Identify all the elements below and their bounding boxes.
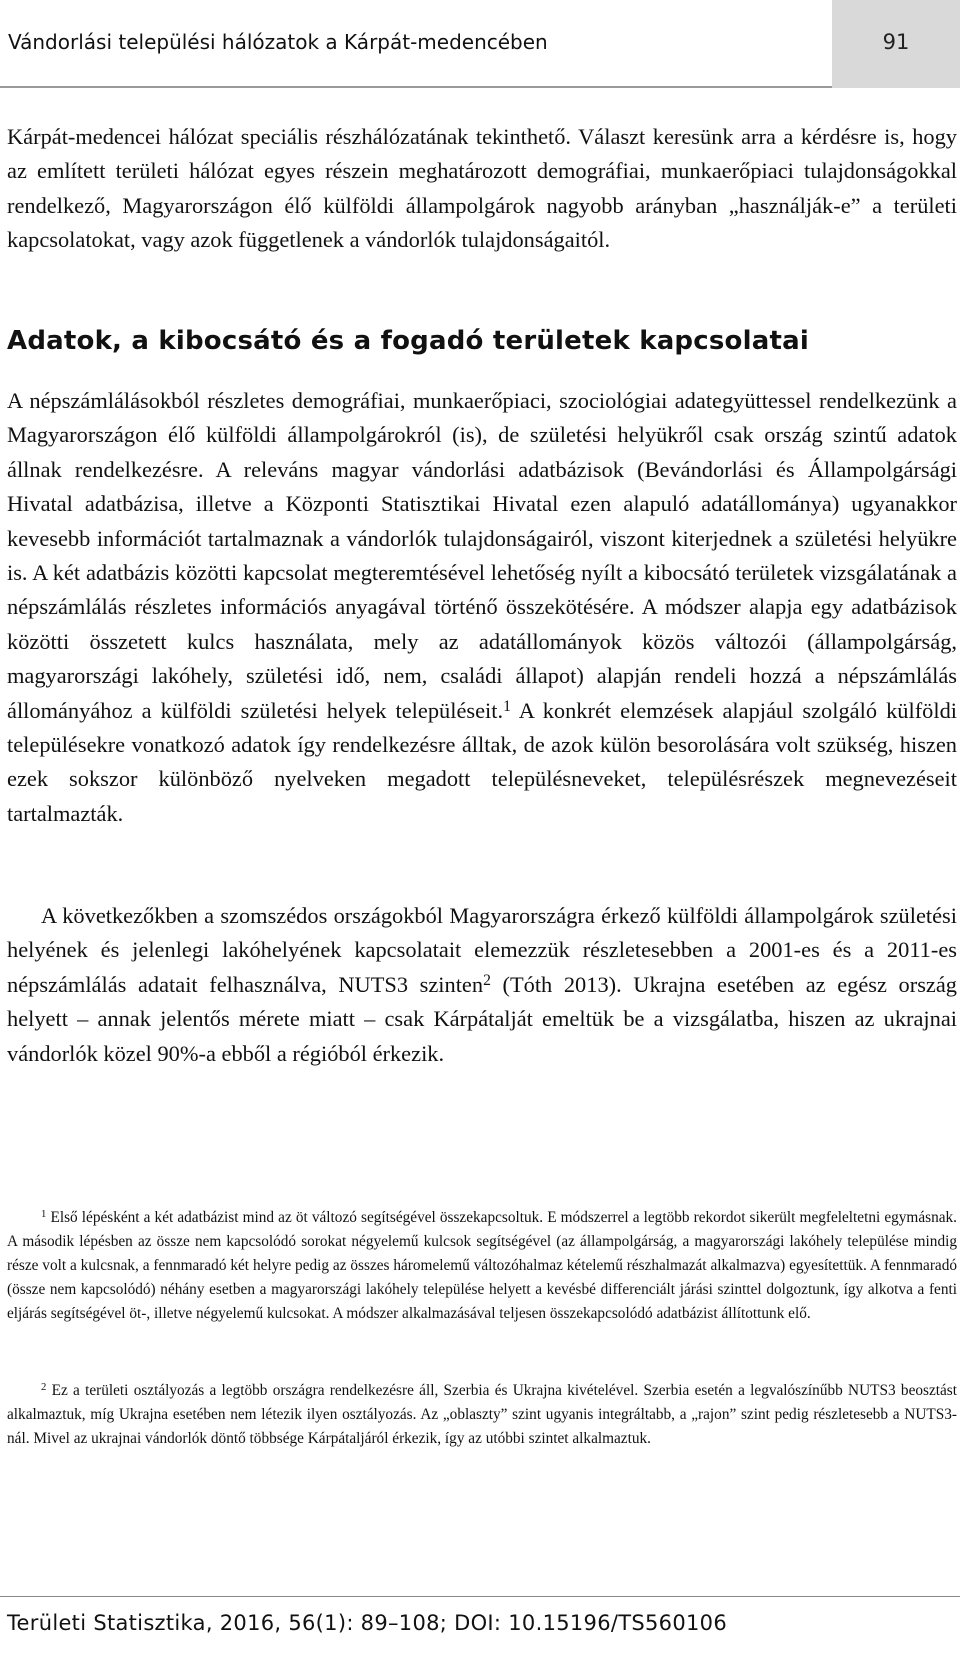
- running-head-title: Vándorlási települési hálózatok a Kárpát-medencében: [8, 30, 548, 54]
- paragraph-analysis: [7, 899, 957, 1071]
- footnote-text: Első lépésként a két adatbázist mind az öt változó segítségével összekapcsoltuk. E módszerrel a legtöbb rekordot sikerült megfeleltetni egymásnak. A második lépésben az össze nem kapcsolódó sorokat négyelemű kulcsok segítségével (az állampolgárság, a magyarországi lakóhely települése mindig része volt a kulcsnak, a fennmaradó két helyre pedig az összes háromelemű változóhalmaz kételemű részhalmazát alkalmazva) egyesítettük. A fennmaradó (össze nem kapcsolódó) néhány esetben a magyarországi lakóhely települése helyett a kevésbé differenciált járási szinttel dolgoztunk, így alkotva a fenti eljárás segítségével öt-, illetve négyelemű kulcsokat. A módszer alkalmazásával teljesen összekapcsolódó adatbázist állítottunk elő.: [7, 1209, 957, 1322]
- footer-rule: [0, 1596, 960, 1597]
- journal-citation: Területi Statisztika, 2016, 56(1): 89–108; DOI: 10.15196/TS560106: [7, 1611, 727, 1635]
- header-rule: [0, 86, 832, 88]
- footnote-1: [7, 1206, 957, 1326]
- footnote-text: Ez a területi osztályozás a legtöbb országra rendelkezésre áll, Szerbia és Ukrajna kivételével. Szerbia esetén a legvalószínűbb NUTS3 beosztást alkalmaztuk, míg Ukrajna esetében nem létezik ilyen osztályozás. Az „oblaszty” szint ugyanis integráltabb, a „rajon” szint pedig részletesebb a NUTS3-nál. Mivel az ukrajnai vándorlók döntő többsége Kárpátaljáról érkezik, így az utóbbi szintet alkalmaztuk.: [7, 1382, 957, 1447]
- paragraph-intro: Kárpát-medencei hálózat speciális részhálózatának tekinthető. Választ keresünk arra a kérdésre is, hogy az említett területi hálózat egyes részein meghatározott demográfiai, munkaerőpiaci tulajdonságokkal rendelkező, Magyarországon élő külföldi állampolgárok nagyobb arányban „használják-e” a területi kapcsolatokat, vagy azok függetlenek a vándorlók tulajdonságaitól.: [7, 124, 957, 253]
- paragraph-text: A következőkben a szomszédos országokból Magyarországra érkező külföldi állampolgárok születési helyének és jelenlegi lakóhelyének kapcsolatait elemezzük részletesebben a 2001-es és a 2011-es népszámlálás adatait felhasználva, NUTS3 szinten: [7, 903, 957, 997]
- paragraph-text: A konkrét elemzések alapjául szolgáló külföldi településekre vonatkozó adatok így rendelkezésre álltak, de azok külön besorolására volt szükség, hiszen ezek sokszor különböző nyelveken megadott településneveket, településrészek megnevezéseit tartalmazták.: [7, 697, 957, 826]
- page-number: 91: [882, 30, 910, 54]
- footnote-marker: 2: [41, 1381, 47, 1394]
- paragraph-data-sources: [7, 384, 957, 831]
- page-number-box: [832, 0, 960, 88]
- paragraph-text: A népszámlálásokból részletes demográfiai, munkaerőpiaci, szociológiai adategyüttessel rendelkezünk a Magyarországon élő külföldi állampolgárokról (is), de születési helyükről csak ország szintű adatok állnak rendelkezésre. A releváns magyar vándorlási adatbázisok (Bevándorlási és Állampolgársági Hivatal adatbázisa, illetve a Központi Statisztikai Hivatal ezen alapuló adatállománya) ugyanakkor kevesebb információt tartalmaznak a vándorlók tulajdonságairól, viszont kiterjednek a születési helyükre is. A két adatbázis közötti kapcsolat megteremtésével lehetőség nyílt a kibocsátó területek vizsgálatának a népszámlálás részletes információs anyagával történő összekötésére. A módszer alapja egy adatbázisok közötti összetett kulcs használata, mely az adatállományok közös változói (állampolgárság, magyarországi lakóhely, születési idő, nem, családi állapot) alapján rendeli hozzá a népszámlálás állományához a külföldi születési helyek településeit.: [7, 388, 957, 723]
- footnote-reference-2: 2: [483, 971, 491, 989]
- paragraph-text: (Tóth 2013). Ukrajna esetében az egész ország helyett – annak jelentős mérete miatt – csak Kárpátalját emeltük be a vizsgálatba, hiszen az ukrajnai vándorlók közel 90%-a ebből a régióból érkezik.: [7, 971, 957, 1066]
- section-heading: Adatok, a kibocsátó és a fogadó területek kapcsolatai: [7, 326, 809, 356]
- footnote-2: [7, 1379, 957, 1451]
- page-header: [0, 0, 960, 88]
- footnote-marker: 1: [41, 1208, 47, 1221]
- footnote-reference-1: 1: [503, 697, 511, 715]
